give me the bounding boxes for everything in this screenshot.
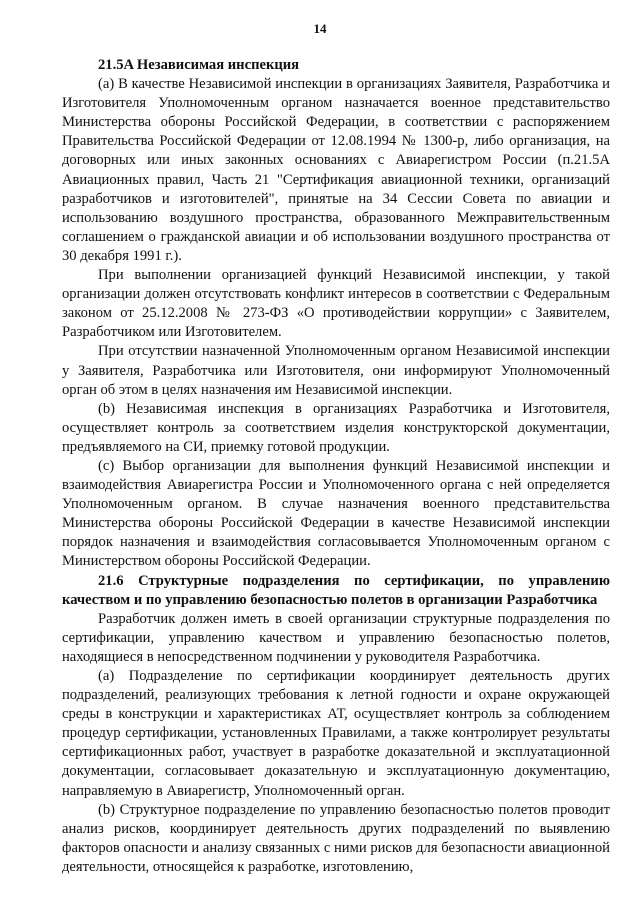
section-heading-21-6: 21.6 Структурные подразделения по сертификации, по управлению качеством и по управлению безопасностью полетов в организации Разработчика bbox=[62, 572, 610, 608]
paragraph-21-6-intro: Разработчик должен иметь в своей организации структурные подразделения по сертификации, управлению качеством и управлению безопасностью полетов, находящиеся в непосредственном подчинении у руководителя Разработчика. bbox=[62, 610, 610, 665]
paragraph-21-5a-a: (а) В качестве Независимой инспекции в организациях Заявителя, Разработчика и Изготовителя Уполномоченным органом назначается военное представительство Министерства обороны Российской Федерации, в соответствии с распоряжением Правительства Российской Федерации от 12.08.1994 № 1300-р, либо организация, на договорных или иных законных основаниях с Авиарегистром России (п.21.5А Авиационных правил, Часть 21 "Сертификация авиационной техники, организаций разработчиков и изготовителей", принятые на 34 Сессии Совета по авиации и использованию воздушного пространства, образованного Межправительственным соглашением о гражданской авиации и об использовании воздушного пространства от 30 декабря 1991 г.). bbox=[62, 76, 610, 264]
paragraph-conflict-of-interest: При выполнении организацией функций Независимой инспекции, у такой организации должен отсутствовать конфликт интересов в соответствии с Федеральным законом от 25.12.2008 № 273-ФЗ «О противодействии коррупции» с Заявителем, Разработчиком или Изготовителем. bbox=[62, 267, 610, 341]
section-21-6 bbox=[62, 572, 610, 878]
paragraph-21-5a-c: (c) Выбор организации для выполнения функций Независимой инспекции и взаимодействия Авиарегистра России и Уполномоченного органа с ней определяется Уполномоченным органом. В случае назначения военного представительства Министерства обороны Российской Федерации в качестве Независимой инспекции порядок назначения и взаимодействия согласовывается Уполномоченным органом с Министерством обороны Российской Федерации. bbox=[62, 457, 610, 570]
section-heading-21-5a: 21.5A Независимая инспекция bbox=[98, 57, 300, 73]
paragraph-21-5a-b: (b) Независимая инспекция в организациях Разработчика и Изготовителя, осуществляет контроль за соответствием изделия конструкторской документации, предъявляемого на СИ, приемку готовой продукции. bbox=[62, 400, 610, 455]
page-number: 14 bbox=[313, 21, 327, 36]
paragraph-21-6-a: (а) Подразделение по сертификации координирует деятельность других подразделений, реализующих требования к летной годности и охране окружающей среды в конструкции и характеристиках АТ, осуществляет контроль за соблюдением процедур сертификации, установленных Правилами, а также контролирует результаты сертификационных работ, участвует в разработке доказательной и эксплуатационной документации, согласовывает доказательную и эксплуатационную документацию, направляемую в Авиарегистр, Уполномоченный орган. bbox=[62, 668, 610, 799]
document-body bbox=[62, 56, 610, 877]
section-21-5a bbox=[62, 56, 610, 572]
paragraph-21-6-b: (b) Структурное подразделение по управлению безопасностью полетов проводит анализ рисков, координирует деятельность других подразделений по выявлению факторов опасности и анализу связанных с ними рисков для безопасности авиационной деятельности, относящейся к разработке, изготовлению, bbox=[62, 801, 610, 875]
paragraph-absence-of-inspection: При отсутствии назначенной Уполномоченным органом Независимой инспекции у Заявителя, Разработчика или Изготовителя, они информируют Уполномоченный орган об этом в целях назначения им Независимой инспекции. bbox=[62, 343, 610, 398]
